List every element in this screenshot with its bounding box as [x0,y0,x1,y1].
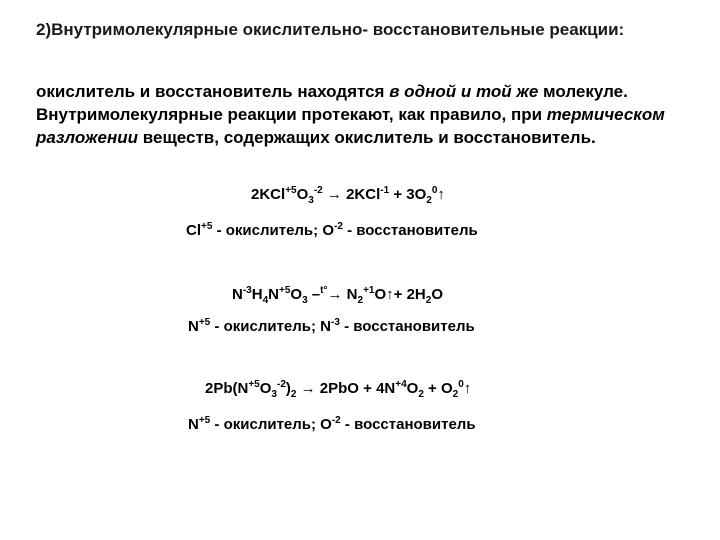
r3-pb: 2Pb(N [205,380,249,397]
r1-cl-ox: +5 [285,185,297,196]
arrow-icon: → [322,186,347,203]
para-italic-2: термическом разложении [36,105,665,147]
note-1 [186,222,478,239]
r2-product-h: + 2H [393,286,426,303]
r2-product-n-sub: 2 [357,295,364,306]
r2-product-n: N [346,286,358,303]
r3-o-sub: 3 [271,389,277,400]
n1-oxidizer-text: - окислитель; O [212,222,334,239]
r2-n-ox: -3 [242,285,252,296]
r3-product-o2-sub: 2 [452,389,459,400]
arrow-icon: → [296,380,320,397]
r1-product-o: + 3O [389,186,427,203]
r2-product-o2: O [431,286,443,303]
gas-up-arrow-icon: ↑ [386,286,394,303]
r1-o: O [296,186,309,203]
gas-up-arrow-icon: ↑ [463,380,472,397]
n3-reducer-text: - восстановитель [340,416,476,433]
n2-reducer-text: - восстановитель [339,318,475,335]
r2-o: O [290,286,303,303]
r1-kcl: 2KCl [251,186,286,203]
n3-n-ox: +5 [198,415,211,426]
n1-cl: Cl [186,222,201,239]
reaction-1 [251,185,445,206]
note-3 [188,416,476,433]
r2-product-n-ox: +1 [363,285,375,296]
r2-n2: N [268,286,279,303]
r3-product-o2-ox: 0 [458,379,464,390]
r2-arrow-dash: – [307,286,321,303]
temperature-label: t° [320,285,328,296]
n2-oxidizer-text: - окислитель; N [210,318,331,335]
n3-oxidizer-text: - окислитель; O [210,416,332,433]
n2-n-ox: +5 [198,317,211,328]
r1-product-cl-ox: -1 [380,185,390,196]
r3-o-ox: -2 [276,379,286,390]
r2-h: H [251,286,263,303]
r3-o: O [259,380,272,397]
r3-product-o2: + O [423,380,453,397]
n2-n: N [188,318,199,335]
r3-product-pbo: 2PbO + 4N [319,380,396,397]
n1-reducer-text: - восстановитель [342,222,478,239]
r3-product-n-ox: +4 [395,379,407,390]
n3-n: N [188,416,199,433]
r2-o-sub: 3 [302,295,308,306]
r3-product-o: O [406,380,419,397]
n2-n2-ox: -3 [331,317,340,328]
r1-product-kcl: 2KCl [346,186,381,203]
r3-product-o-sub: 2 [418,389,424,400]
r1-o-ox: -2 [313,185,323,196]
definition-paragraph [36,80,696,149]
r1-product-o-ox: 0 [431,185,438,196]
r1-o-sub: 3 [308,195,314,206]
n1-cl-ox: +5 [201,221,213,232]
arrow-icon: → [327,286,347,303]
para-text-2: молекуле. Внутримолекулярные реакции протекают, как правило, при [36,82,628,124]
r3-paren: ) [285,380,291,397]
r2-h-sub: 4 [262,295,269,306]
r1-product-o-sub: 2 [426,195,432,206]
slide-title: 2)Внутримолекулярные окислительно- восстановительные реакции: [36,20,625,39]
para-italic-1: в одной и той же [389,82,539,101]
para-text-3: веществ, содержащих окислитель и восстановитель. [138,128,596,147]
reaction-2 [232,285,443,306]
r2-product-h-sub: 2 [425,295,432,306]
n1-o-ox: -2 [334,221,343,232]
r2-product-o: O [374,286,387,303]
n3-o-ox: -2 [331,415,341,426]
para-text-1: окислитель и восстановитель находятся [36,82,390,101]
r2-n2-ox: +5 [279,285,291,296]
gas-up-arrow-icon: ↑ [437,186,445,203]
r2-n: N [232,286,243,303]
r3-paren-sub: 2 [290,389,297,400]
note-2 [188,318,475,335]
r3-n-ox: +5 [248,379,260,390]
reaction-3 [205,379,472,400]
